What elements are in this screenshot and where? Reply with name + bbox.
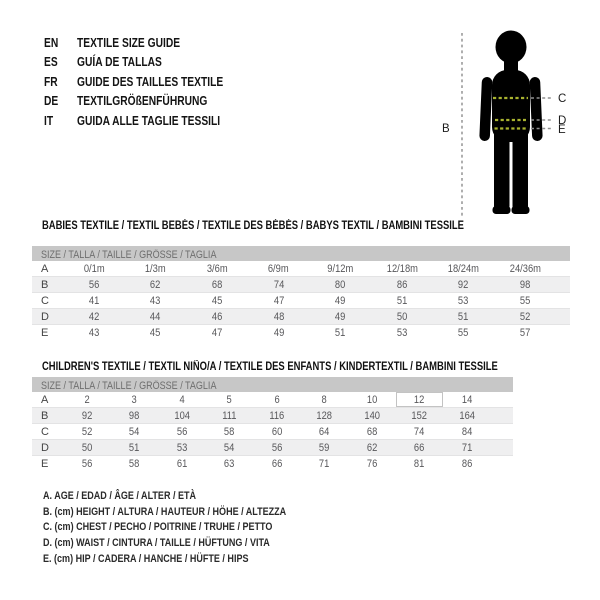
children-size-table [32,392,513,471]
language-row [44,72,255,92]
table-row [32,456,513,472]
guide-title: GUIDE DES TAILLES TEXTILE [77,74,224,89]
size-cell: 52 [494,309,556,325]
waist-label: D [558,115,567,127]
size-cell: 92 [63,408,111,424]
size-cell: 116 [253,408,301,424]
size-cell: 111 [206,408,254,424]
size-cell: 64 [301,424,349,440]
size-cell: 74 [248,277,310,293]
table-row [32,440,513,456]
size-cell: 57 [519,326,531,339]
size-cell: 5 [206,392,254,408]
row-label: B [32,408,63,424]
size-cell: 50 [371,309,433,325]
guide-title: TEXTILE SIZE GUIDE [77,35,181,50]
size-cell: 104 [158,408,206,424]
size-cell: 6/9m [248,261,310,277]
legend-line: D. (cm) WAIST / CINTURA / TAILLE / HÜFTUNG / VITA [43,537,270,550]
size-cell: 152 [396,408,444,424]
measurement-legend [43,489,340,567]
size-cell: 98 [494,277,556,293]
legend-line: E. (cm) HIP / CADERA / HANCHE / HÜFTE / HIPS [43,552,249,565]
size-cell: 24/36m [494,261,556,277]
size-cell: 86 [371,277,433,293]
size-cell: 49 [273,326,284,339]
language-code: IT [44,113,54,128]
size-cell: 128 [301,408,349,424]
size-cell: 76 [366,457,378,470]
legend-line: C. (cm) CHEST / PECHO / POITRINE / TRUHE / PETTO [43,521,273,534]
size-cell: 140 [348,408,396,424]
row-spacer [491,440,513,456]
size-cell: 14 [443,392,491,408]
legend-line: B. (cm) HEIGHT / ALTURA / HAUTEUR / HÖHE / ALTEZZA [43,505,287,518]
size-cell: 164 [443,408,491,424]
child-silhouette-figure [440,10,590,225]
row-label: E [41,326,49,339]
size-cell: 54 [206,440,254,456]
babies-table-title: BABIES TEXTILE / TEXTIL BEBÉS / TEXTILE DES BÉBÉS / BABYS TEXTIL / BAMBINI TESSILE [42,220,464,232]
size-cell: 50 [63,440,111,456]
language-row [44,92,255,112]
legend-line: A. AGE / EDAD / ÂGE / ALTER / ETÀ [43,490,197,502]
table-row [32,309,570,325]
size-cell: 49 [310,309,372,325]
language-code: ES [44,55,58,70]
size-cell: 80 [310,277,372,293]
size-cell: 51 [433,309,495,325]
size-cell: 43 [88,326,100,339]
size-cell: 45 [150,326,161,339]
size-cell: 47 [211,326,223,339]
size-cell: 61 [176,457,188,470]
size-cell: 62 [125,277,187,293]
size-cell: 68 [186,277,248,293]
size-cell: 56 [158,424,206,440]
babies-size-header-bar: SIZE / TALLA / TAILLE / GRÖSSE / TAGLIA [32,246,570,261]
row-spacer [556,277,570,293]
hip-label: E [558,124,566,136]
table-row [32,277,570,293]
size-cell: 10 [348,392,396,408]
size-cell: 42 [63,309,125,325]
row-spacer [491,392,513,408]
language-row [44,53,255,73]
size-cell: 55 [494,293,556,309]
row-label: A [32,392,63,408]
children-size-header-bar: SIZE / TALLA / TAILLE / GRÖSSE / TAGLIA [32,377,513,392]
child-silhouette [479,31,543,215]
row-label: D [32,309,63,325]
table-row [32,261,570,277]
size-cell: 46 [186,309,248,325]
size-cell: 53 [158,440,206,456]
language-code: EN [44,35,59,50]
row-spacer [556,293,570,309]
table-row [32,293,570,309]
language-row [44,111,255,131]
language-title-list [44,33,255,131]
size-cell: 71 [443,440,491,456]
language-code: FR [44,74,58,89]
size-cell: 51 [111,440,159,456]
size-cell: 4 [158,392,206,408]
row-label: C [32,293,63,309]
table-row [32,392,513,408]
size-cell: 71 [319,457,330,470]
table-row [32,325,570,341]
guide-title: GUÍA DE TALLAS [77,55,162,70]
size-cell: 58 [129,457,140,470]
guide-title: TEXTILGRÖßENFÜHRUNG [77,94,208,109]
size-cell: 51 [335,326,346,339]
row-spacer [556,309,570,325]
size-cell: 53 [396,326,408,339]
height-label: B [442,123,450,135]
size-cell: 43 [125,293,187,309]
size-cell: 56 [63,277,125,293]
size-cell: 1/3m [125,261,187,277]
size-cell: 3 [111,392,159,408]
row-label: B [32,277,63,293]
size-cell: 0/1m [63,261,125,277]
size-cell: 81 [414,457,425,470]
size-cell: 56 [253,440,301,456]
size-cell: 18/24m [433,261,495,277]
size-cell: 47 [248,293,310,309]
size-cell: 59 [301,440,349,456]
row-spacer [556,325,570,341]
size-cell: 8 [301,392,349,408]
size-cell: 9/12m [310,261,372,277]
babies-size-table [32,261,570,340]
table-row [32,408,513,424]
size-cell: 51 [371,293,433,309]
size-cell: 53 [433,293,495,309]
size-cell: 68 [348,424,396,440]
row-spacer [491,456,513,472]
size-cell: 2 [63,392,111,408]
size-cell: 55 [458,326,469,339]
size-cell: 41 [63,293,125,309]
size-cell: 56 [81,457,92,470]
size-cell: 98 [111,408,159,424]
size-cell: 66 [396,440,444,456]
size-cell: 6 [253,392,301,408]
row-label: E [41,457,49,470]
row-spacer [491,408,513,424]
size-cell: 3/6m [186,261,248,277]
size-cell: 63 [224,457,235,470]
size-cell: 12/18m [371,261,433,277]
size-cell: 49 [310,293,372,309]
size-cell: 74 [396,424,444,440]
size-cell: 54 [111,424,159,440]
row-label: C [32,424,63,440]
size-cell: 44 [125,309,187,325]
children-table-title: CHILDREN'S TEXTILE / TEXTIL NIÑO/A / TEXTILE DES ENFANTS / KINDERTEXTIL / BAMBINI TESSILE [42,361,498,373]
size-cell: 84 [443,424,491,440]
table-row [32,424,513,440]
row-spacer [556,261,570,277]
row-spacer [491,424,513,440]
guide-title: GUIDA ALLE TAGLIE TESSILI [77,113,221,128]
language-row [44,33,255,53]
row-label: A [32,261,63,277]
size-cell: 62 [348,440,396,456]
size-cell: 86 [461,457,473,470]
size-cell-highlighted: 12 [396,392,444,408]
chest-label: C [558,93,567,105]
language-code: DE [44,94,59,109]
size-cell: 66 [271,457,283,470]
size-cell: 58 [206,424,254,440]
size-cell: 48 [248,309,310,325]
size-cell: 92 [433,277,495,293]
size-cell: 60 [253,424,301,440]
size-cell: 45 [186,293,248,309]
size-cell: 52 [63,424,111,440]
row-label: D [32,440,63,456]
